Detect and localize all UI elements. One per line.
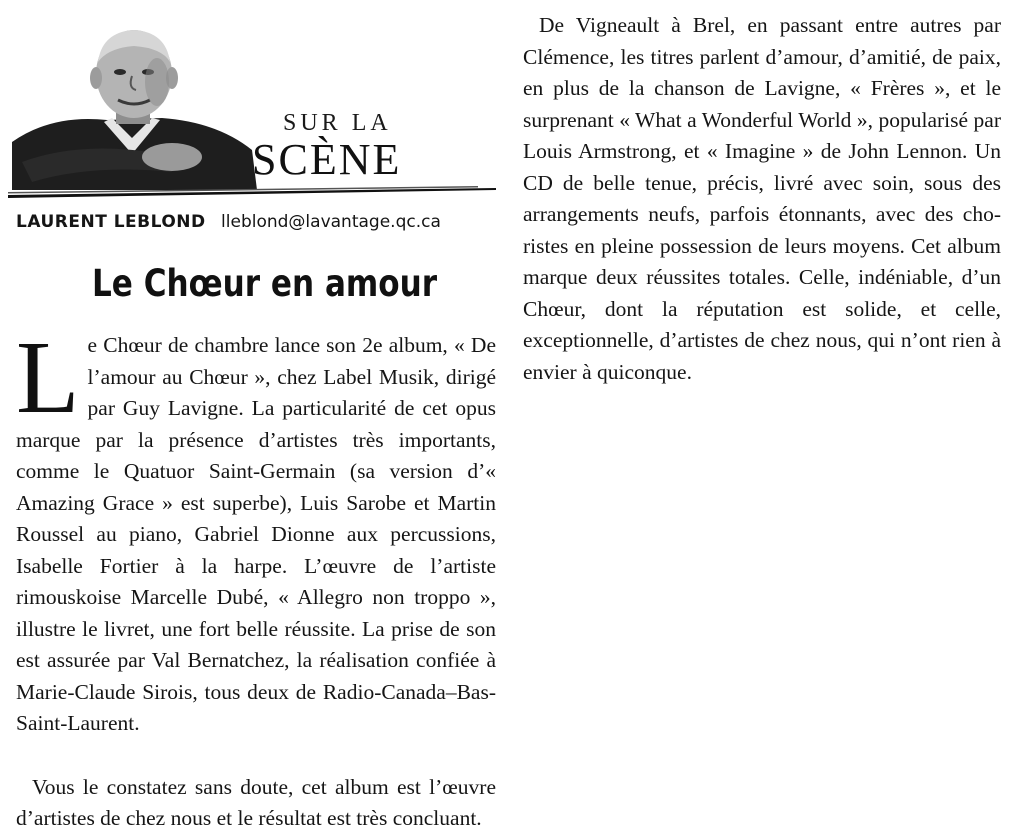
article-paragraph: Vous le constatez sans doute, cet album est l’œuvre d’artistes de chez nous et le résultat est très concluant.	[16, 774, 496, 830]
article-paragraph	[16, 320, 496, 740]
drop-cap: L	[16, 320, 80, 435]
author-email: lleblond@lavantage.qc.ca	[221, 212, 441, 232]
byline	[16, 212, 441, 232]
article-paragraph: De Vigneault à Brel, en passant entre autres par Clémence, les titres parlent d’amour, d’amitié, de paix, en plus de la chanson de Lavigne, « Frères », et le surprenant « What a Wonderful World », popularisé par Louis Armstrong, et « Imagine » de John Lennon. Un CD de belle tenue, précis, livré avec soin, sous des arrangements neufs, parfois étonnants, avec des choristes en pleine possession de leurs moyens. Cet album marque deux réussites totales. Celle, indéniable, d’un Chœur, dont la réputation est solide, et celle, exceptionnelle, d’artistes de chez nous, qui n’ont rien à envier à quiconque.	[523, 13, 1001, 384]
right-column	[523, 10, 1001, 388]
header-rule	[8, 186, 498, 200]
author-name: LAURENT LEBLOND	[16, 212, 206, 232]
article-headline: Le Chœur en amour	[92, 262, 438, 305]
paragraph-text: e Chœur de chambre lance son 2e album, « De l’amour au Chœur », chez Label Musik, dirigé par Guy Lavigne. La particularité de cet opus marque par la présence d’artistes très importants, comme le Quatuor Saint-Germain (sa version d’« Amazing Grace » est superbe), Luis Sarobe et Martin Roussel au piano, Gabriel Dionne aux percussions, Isabelle Fortier à la harpe. L’œuvre de l’artiste rimouskoise Marcelle Dubé, « Allegro non troppo », illustre le livret, une fort belle réussite. La prise de son est assurée par Val Bernatchez, la réalisation confiée à Marie-Claude Sirois, tous deux de Radio-Canada–Bas-Saint-Laurent.	[16, 333, 496, 735]
left-column	[16, 320, 496, 835]
columnist-photo	[12, 22, 257, 190]
section-title-small: SUR LA	[283, 110, 392, 136]
section-title-large: SCÈNE	[252, 135, 402, 184]
